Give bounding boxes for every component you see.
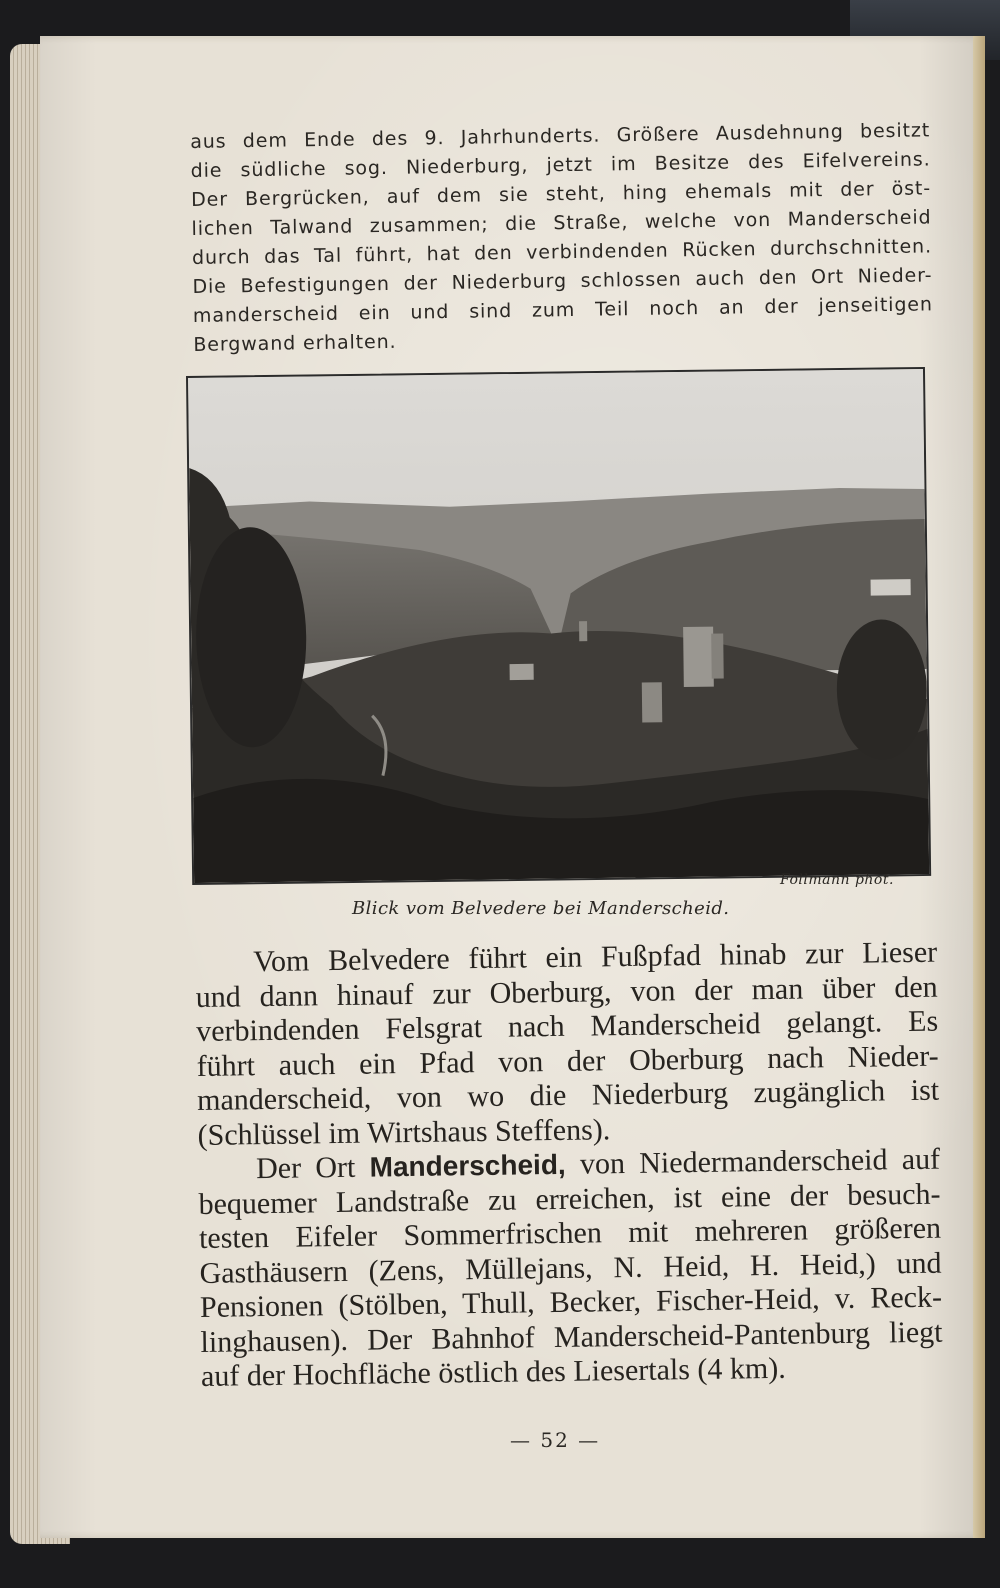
text-line: Vom Belvedere führt ein Fußpfad hinab zur Lieser <box>252 935 938 979</box>
text-line: Die Befestigungen der Niederburg schlossen auch den Ort Nieder- <box>192 264 933 298</box>
text-line: Bergwand erhalten. <box>193 330 397 356</box>
text-line: führt auch ein Pfad von der Oberburg nach Nieder- <box>196 1039 939 1083</box>
place-name-bold: Manderscheid, <box>369 1148 566 1183</box>
main-text <box>195 936 943 1395</box>
text-line: lichen Talwand zusammen; die Straße, welche von Manderscheid <box>191 206 932 240</box>
text-line: manderscheid ein und sind zum Teil noch an der jenseitigen <box>192 293 934 327</box>
photo-caption: Blick vom Belvedere bei Manderscheid. <box>352 898 730 919</box>
text-line: verbindenden Felsgrat nach Manderscheid gelangt. Es <box>195 1004 939 1048</box>
text-line: bequemer Landstraße zu erreichen, ist eine der besuch- <box>198 1177 941 1221</box>
photo-credit: Follmann phot. <box>780 872 894 888</box>
text-line: aus dem Ende des 9. Jahrhunderts. Größere Ausdehnung besitzt <box>190 119 931 153</box>
text-line: auf der Hochfläche östlich des Liesertals (4 km). <box>200 1351 786 1393</box>
text-line: Der Bergrücken, auf dem sie steht, hing ehemals mit der öst- <box>190 177 932 211</box>
book-page <box>40 36 985 1538</box>
text-fragment: von Niedermanderscheid auf <box>565 1142 941 1181</box>
page-number: — 52 — <box>510 1428 601 1452</box>
text-line: durch das Tal führt, hat den verbindenden Rücken durchschnitten. <box>191 235 933 269</box>
text-line: die südliche sog. Niederburg, jetzt im Besitze des Eifelvereins. <box>190 148 931 182</box>
text-line: Pensionen (Stölben, Thull, Becker, Fischer-Heid, v. Reck- <box>199 1280 943 1324</box>
text-line: und dann hinauf zur Oberburg, von der man über den <box>195 970 938 1014</box>
text-line: Gasthäusern (Zens, Müllejans, N. Heid, H. Heid,) und <box>199 1246 942 1290</box>
landscape-photo <box>186 367 931 885</box>
text-line: manderscheid, von wo die Niederburg zugänglich ist <box>196 1073 940 1117</box>
text-line: testen Eifeler Sommerfrischen mit mehreren größeren <box>198 1211 942 1255</box>
text-line: linghausen). Der Bahnhof Manderscheid-Pantenburg liegt <box>200 1315 943 1359</box>
top-paragraph <box>190 116 934 360</box>
text-line: (Schlüssel im Wirtshaus Steffens). <box>197 1112 611 1152</box>
page-gutter <box>973 36 985 1538</box>
text-fragment: Der Ort <box>255 1150 370 1186</box>
